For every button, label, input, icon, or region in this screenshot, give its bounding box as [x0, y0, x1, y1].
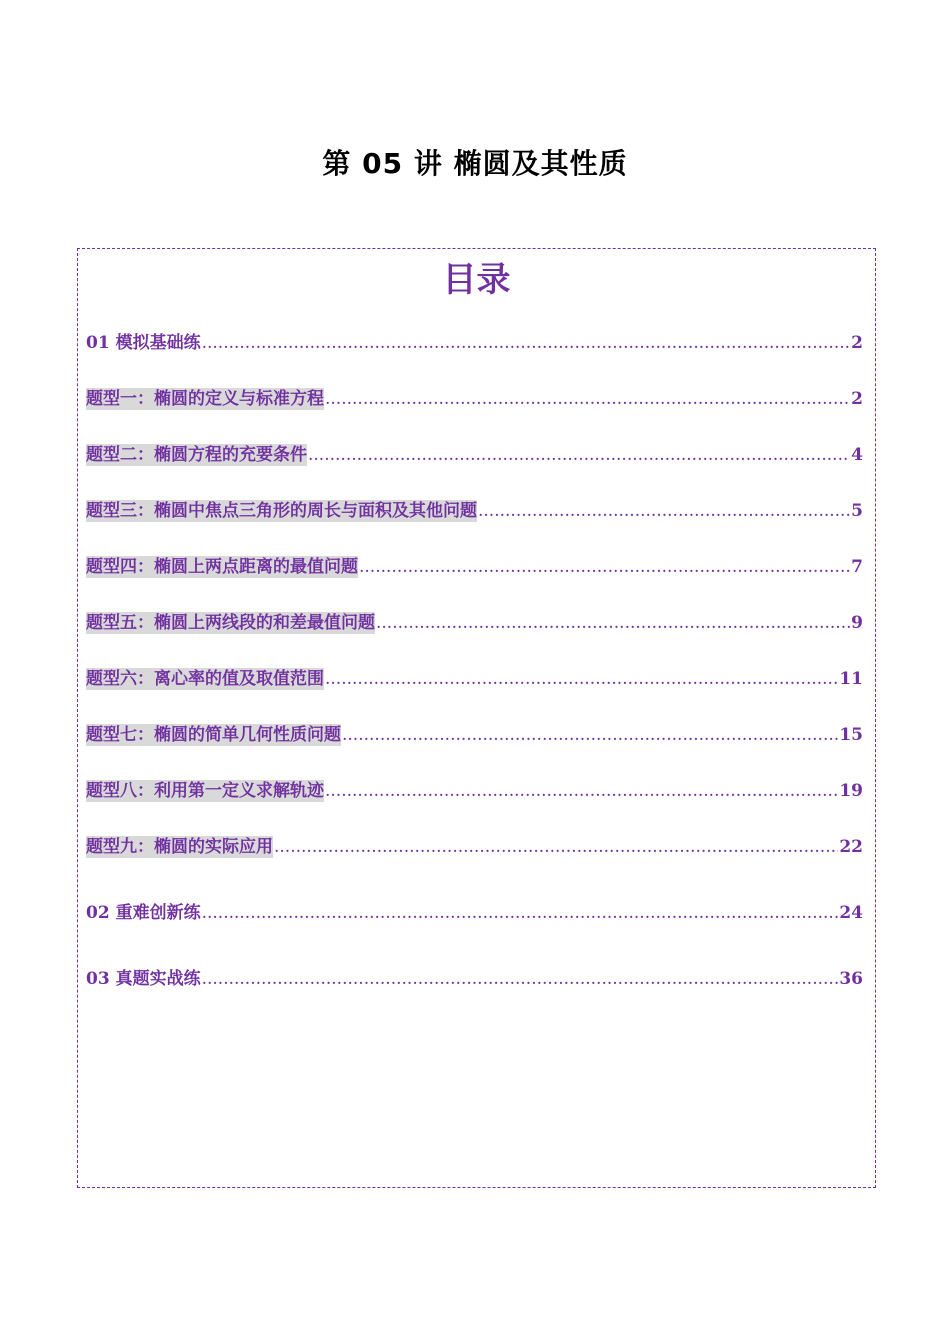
toc-dot-leader: [325, 388, 850, 410]
toc-entry-label[interactable]: 02 重难创新练: [86, 903, 201, 923]
toc-entry-page: 2: [851, 389, 863, 409]
toc-entry-label[interactable]: 03 真题实战练: [86, 969, 201, 989]
toc-entry-label[interactable]: 题型七：椭圆的简单几何性质问题: [86, 725, 341, 745]
toc-entry-type-3[interactable]: [86, 496, 863, 522]
toc-dot-leader: [202, 968, 839, 990]
toc-entry-page: 4: [851, 445, 863, 465]
toc-dot-leader: [325, 668, 838, 690]
page-title: 第 05 讲 椭圆及其性质: [322, 147, 628, 180]
toc-entry-type-6[interactable]: [86, 664, 863, 690]
toc-entry-page: 22: [839, 837, 863, 857]
toc-entry-type-2[interactable]: [86, 440, 863, 466]
toc-entry-page: 7: [851, 557, 863, 577]
toc-entry-label[interactable]: 题型一：椭圆的定义与标准方程: [86, 389, 324, 409]
toc-entry-type-8[interactable]: [86, 776, 863, 802]
toc-entry-label[interactable]: 题型四：椭圆上两点距离的最值问题: [86, 557, 358, 577]
toc-dot-leader: [202, 332, 851, 354]
toc-dot-leader: [274, 836, 838, 858]
toc-entry-page: 19: [839, 781, 863, 801]
toc-entry-section-02[interactable]: [86, 898, 863, 924]
toc-entry-label[interactable]: 题型九：椭圆的实际应用: [86, 837, 273, 857]
toc-entry-type-9[interactable]: [86, 832, 863, 858]
toc-entry-label[interactable]: 题型二：椭圆方程的充要条件: [86, 445, 307, 465]
toc-heading: 目录: [442, 260, 511, 300]
toc-entry-page: 5: [851, 501, 863, 521]
toc-entry-page: 9: [851, 613, 863, 633]
toc-entry-section-01[interactable]: [86, 328, 863, 354]
toc-entry-label[interactable]: 题型五：椭圆上两线段的和差最值问题: [86, 613, 375, 633]
toc-dot-leader: [202, 902, 839, 924]
toc-entry-label[interactable]: 01 模拟基础练: [86, 333, 201, 353]
toc-entry-label[interactable]: 题型八：利用第一定义求解轨迹: [86, 781, 324, 801]
toc-dot-leader: [478, 500, 850, 522]
toc-entry-type-5[interactable]: [86, 608, 863, 634]
toc-entry-page: 2: [851, 333, 863, 353]
toc-entry-type-7[interactable]: [86, 720, 863, 746]
toc-entry-page: 24: [839, 903, 863, 923]
toc-dot-leader: [308, 444, 850, 466]
toc-entry-page: 36: [839, 969, 863, 989]
toc-entry-type-4[interactable]: [86, 552, 863, 578]
toc-dot-leader: [342, 724, 838, 746]
toc-entry-page: 15: [839, 725, 863, 745]
toc-entry-section-03[interactable]: [86, 964, 863, 990]
toc-dot-leader: [359, 556, 850, 578]
toc-entry-type-1[interactable]: [86, 384, 863, 410]
toc-entry-label[interactable]: 题型三：椭圆中焦点三角形的周长与面积及其他问题: [86, 501, 477, 521]
toc-entry-label[interactable]: 题型六：离心率的值及取值范围: [86, 669, 324, 689]
toc-dot-leader: [325, 780, 838, 802]
toc-entry-page: 11: [839, 669, 863, 689]
toc-dot-leader: [376, 612, 850, 634]
